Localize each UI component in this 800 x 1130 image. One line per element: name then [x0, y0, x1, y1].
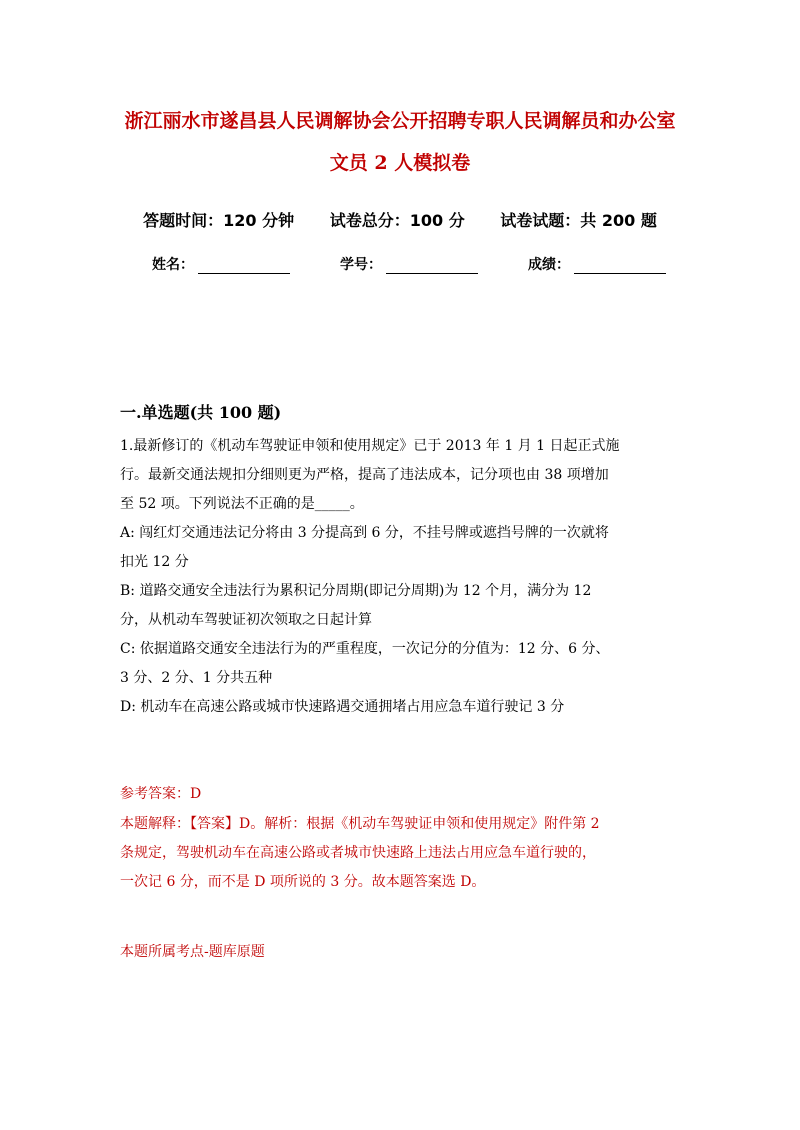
option-b-line: B: 道路交通安全违法行为累积记分周期(即记分周期)为 12 个月，满分为 12 — [120, 583, 592, 599]
student-id-blank — [386, 259, 478, 274]
name-label: 姓名： — [152, 257, 194, 273]
reference-answer: 参考答案：D — [120, 786, 202, 802]
explanation-block — [120, 810, 680, 897]
name-field — [152, 254, 290, 274]
explanation-line: 本题解释：【答案】D。解析：根据《机动车驾驶证申领和使用规定》附件第 2 — [120, 816, 600, 832]
score-label: 成绩： — [528, 257, 570, 273]
name-blank — [198, 259, 290, 274]
question-line: 至 52 项。下列说法不正确的是_____。 — [120, 496, 364, 512]
score-blank — [574, 259, 666, 274]
section-heading: 一.单选题(共 100 题) — [120, 403, 282, 422]
question-line: 行。最新交通法规扣分细则更为严格，提高了违法成本，记分项也由 38 项增加 — [120, 467, 609, 483]
student-id-label: 学号： — [340, 257, 382, 273]
student-id-field — [340, 254, 478, 274]
option-b-line: 分，从机动车驾驶证初次领取之日起计算 — [120, 612, 372, 628]
exam-meta — [0, 208, 800, 231]
option-a-line: 扣光 12 分 — [120, 554, 189, 570]
option-d-line: D: 机动车在高速公路或城市快速路遇交通拥堵占用应急车道行驶记 3 分 — [120, 699, 565, 715]
option-a-line: A: 闯红灯交通违法记分将由 3 分提高到 6 分，不挂号牌或遮挡号牌的一次就将 — [120, 525, 609, 541]
exam-total-score: 试卷总分：100 分 — [329, 211, 465, 230]
option-c-line: 3 分、2 分、1 分共五种 — [120, 670, 273, 686]
question-block — [120, 432, 680, 722]
exam-time: 答题时间：120 分钟 — [143, 211, 295, 230]
knowledge-point: 本题所属考点-题库原题 — [120, 944, 265, 960]
explanation-line: 条规定，驾驶机动车在高速公路或者城市快速路上违法占用应急车道行驶的， — [120, 845, 596, 861]
exam-title-line1: 浙江丽水市遂昌县人民调解协会公开招聘专职人民调解员和办公室 — [124, 110, 676, 132]
score-field — [528, 254, 666, 274]
exam-question-count: 试卷试题：共 200 题 — [500, 211, 657, 230]
option-c-line: C: 依据道路交通安全违法行为的严重程度，一次记分的分值为：12 分、6 分、 — [120, 641, 610, 657]
explanation-line: 一次记 6 分，而不是 D 项所说的 3 分。故本题答案选 D。 — [120, 874, 486, 890]
exam-title-line2: 文员 2 人模拟卷 — [329, 152, 471, 174]
question-line: 1.最新修订的《机动车驾驶证申领和使用规定》已于 2013 年 1 月 1 日起正式施 — [120, 438, 620, 454]
